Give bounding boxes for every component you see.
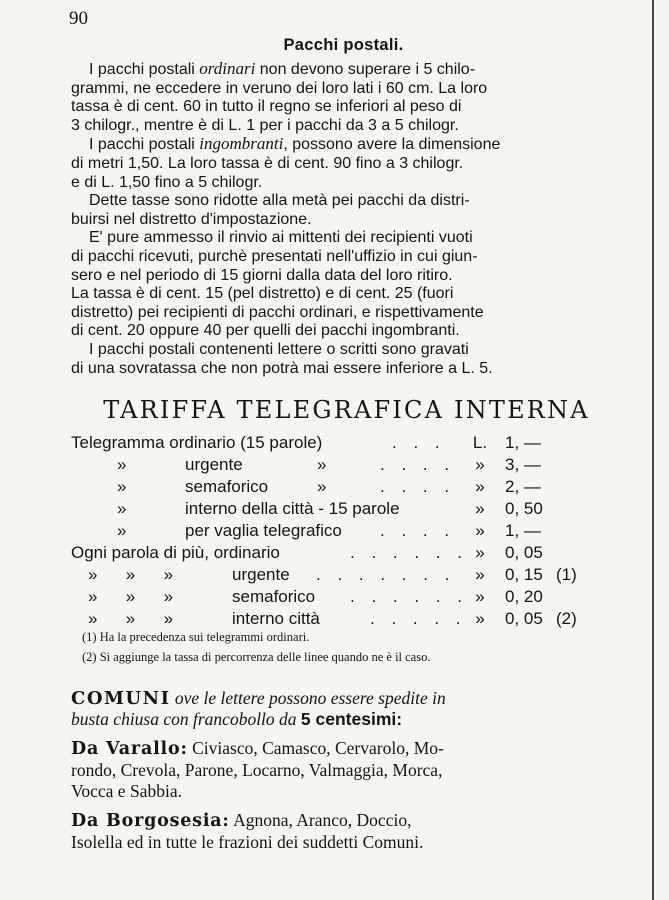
pacchi-line: di cent. 20 oppure 40 per quelli dei pacchi ingombranti. [71,322,460,340]
pacchi-line: I pacchi postali ordinari non devono superare i 5 chilo- [89,59,476,78]
tariff-row [0,433,669,453]
tariff-label: semaforico [232,587,316,606]
tariff-amount: 0, 05 [505,609,543,628]
tariff-footnote-ref: (2) [556,609,577,628]
tariff-amount: 0, 15 [505,565,543,584]
pacchi-line: I pacchi postali contenenti lettere o scritti sono gravati [89,340,469,358]
comuni-intro-line [71,688,585,709]
pacchi-line: La tassa è di cent. 15 (pel distretto) e di cent. 25 (fuori [71,285,454,303]
footnote: (1) Ha la precedenza sui telegrammi ordinari. [82,630,310,644]
page-number: 90 [69,8,88,29]
tariff-label: interno città [232,609,320,628]
tariff-amount: 2, — [505,477,541,496]
pacchi-postali-text [71,60,585,378]
varallo-text: Vocca e Sabbia. [71,781,182,801]
tariff-label: interno della città - 15 parole [185,499,400,518]
tariff-ditto: » [117,477,127,496]
tariff-currency: » [475,455,485,474]
tariff-row [0,609,669,629]
tariff-amount: 0, 20 [505,587,543,606]
pacchi-line: Dette tasse sono ridotte alla metà pei pacchi da distri- [89,192,470,210]
tariff-ditto: » » » [88,587,174,606]
tariff-amount: 0, 50 [505,499,543,518]
tariff-amount: 3, — [505,455,541,474]
tariff-currency: » [475,587,485,606]
comuni-intro: busta chiusa con francobollo da [71,709,301,729]
tariff-row [0,565,669,585]
footnotes [82,627,562,667]
pacchi-line: distretto) pei recipienti di pacchi ordinari, e rispettivamente [71,303,484,321]
comuni-heading: COMUNI [71,688,171,709]
footnote: (2) Si aggiunge la tassa di percorrenza delle linee quando ne è il caso. [82,650,431,664]
tariff-leader: . . . . [380,455,456,474]
borgosesia-paragraph [71,810,585,853]
tariff-currency: » [475,521,485,540]
tariff-ditto: » [117,455,127,474]
varallo-label: Da Varallo: [71,739,188,759]
tariff-leader: . . . . . . [350,587,468,606]
tariff-label: per vaglia telegrafico [185,521,342,540]
pacchi-line: di una sovratassa che non potrà mai essere inferiore a L. 5. [71,359,493,377]
tariff-leader: . . . . . [370,609,467,628]
pacchi-line: grammi, ne eccedere in veruno dei loro lati i 60 cm. La loro [71,79,488,97]
pacchi-line: di pacchi ricevuti, purchè presentati nell'uffizio in cui giun- [71,247,478,265]
tariff-row [0,521,669,541]
varallo-text: Civiasco, Camasco, Cervarolo, Mo- [187,738,444,758]
tariff-currency: » [475,499,485,518]
tariff-leader: . . . . . . . [316,565,456,584]
tariff-row [0,477,669,497]
tariff-ditto: » [117,499,127,518]
tariff-label: Telegramma ordinario (15 parole) [71,433,323,452]
tariff-currency: » [475,609,485,628]
tariff-ditto: » [117,521,127,540]
pacchi-line: I pacchi postali ingombranti, possono avere la dimensione [89,134,501,154]
borgosesia-text: Agnona, Aranco, Doccio, [229,810,412,830]
tariff-leader: . . . . [380,477,456,496]
pacchi-line: e di L. 1,50 fino a 5 chilogr. [71,173,263,191]
tariff-leader: . . . . . . [350,543,468,562]
tariff-ditto: » » » [88,609,174,628]
tariff-footnote-ref: (1) [556,565,577,584]
tariff-label: urgente [232,565,290,584]
tariff-label: semaforico [185,477,269,496]
tariff-ditto: » [317,455,327,474]
tariff-ditto: » » » [88,565,174,584]
borgosesia-label: Da Borgosesia: [71,811,230,831]
tariff-currency: L. [472,433,488,452]
tariff-amount: 1, — [505,521,541,540]
borgosesia-text: Isolella ed in tutte le frazioni dei suddetti Comuni. [71,832,424,852]
tariff-row [0,587,669,607]
tariff-row [0,499,669,519]
pacchi-line: sero e nel periodo di 15 giorni dalla data del loro ritiro. [71,266,453,284]
tariff-currency: » [475,477,485,496]
pacchi-line: tassa è di cent. 60 in tutto il regno se inferiori al peso di [71,98,462,116]
varallo-paragraph [71,738,585,802]
tariff-amount: 1, — [505,433,541,452]
comuni-price: 5 centesimi: [300,709,403,729]
pacchi-line: di metri 1,50. La loro tassa è di cent. 90 fino a 3 chilogr. [71,154,464,172]
comuni-section [71,688,585,853]
pacchi-line: 3 chilogr., mentre è di L. 1 per i pacchi da 3 a 5 chilogr. [71,116,459,134]
pacchi-line: buirsi nel distretto d'impostazione. [71,210,312,228]
pacchi-postali-heading: Pacchi postali. [283,36,404,54]
varallo-text: rondo, Crevola, Parone, Locarno, Valmaggia, Morca, [71,760,443,780]
tariff-row [0,455,669,475]
tariff-leader: . . . [392,433,446,452]
tariff-leader: . . . . [380,521,456,540]
tariff-label: urgente [185,455,243,474]
comuni-intro: ove le lettere possono essere spedite in [170,688,446,708]
tariff-currency: » [475,565,485,584]
tariff-ditto: » [317,477,327,496]
tariff-row [0,543,669,563]
pacchi-line: E' pure ammesso il rinvio ai mittenti dei recipienti vuoti [89,229,473,247]
tariff-currency: » [475,543,485,562]
tariff-amount: 0, 05 [505,543,543,562]
comuni-intro-line [71,709,585,730]
tariffa-heading: TARIFFA TELEGRAFICA INTERNA [103,395,590,425]
tariff-label: Ogni parola di più, ordinario [71,543,280,562]
